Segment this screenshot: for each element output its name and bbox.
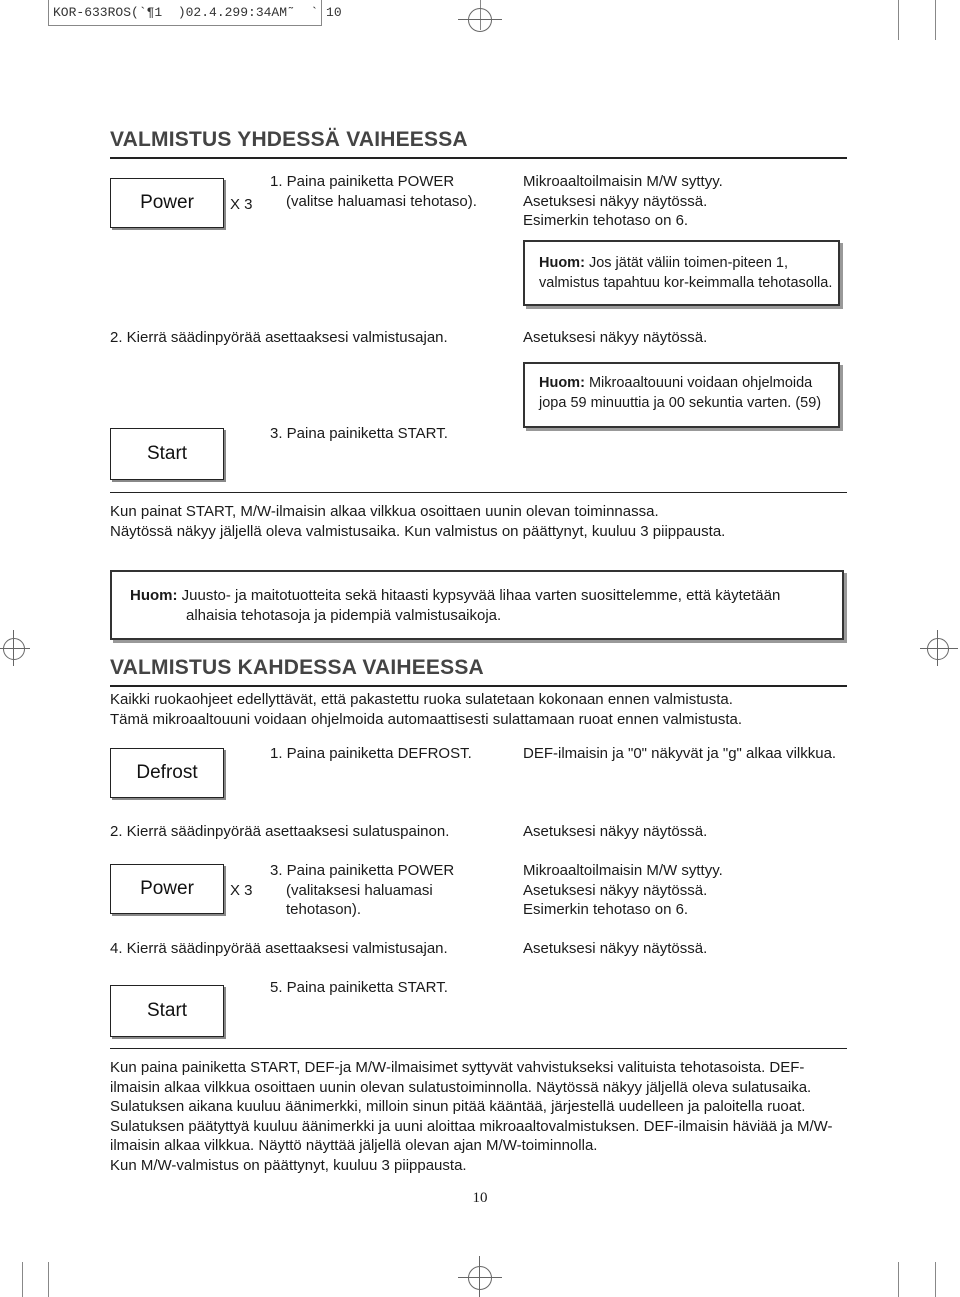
crop-mark-br-2 (935, 1262, 936, 1297)
section1-title: VALMISTUS YHDESSÄ VAIHEESSA (110, 128, 468, 151)
step1 (270, 172, 477, 211)
step1-result (523, 172, 723, 231)
s2-step3-result-2: Asetuksesi näkyy näytössä. (523, 881, 708, 899)
section1-rule (110, 157, 847, 159)
s2-step3-result-3: Esimerkin tehotaso on 6. (523, 901, 689, 918)
section1-heading (110, 128, 468, 152)
s2-step3-line3: tehotason). (286, 901, 362, 918)
note-box-2 (523, 362, 840, 428)
note2-line1: Mikroaaltouuni voidaan ohjelmoida (584, 375, 813, 391)
s2-step1-result: DEF-ilmaisin ja "0" näkyvät ja "g" alkaa vilkkua. (523, 745, 837, 762)
step1-result-1: Mikroaaltoilmaisin M/W syttyy. (523, 173, 723, 190)
defrost-button[interactable] (110, 748, 224, 798)
s2-step3-line1: 3. Paina painiketta POWER (270, 862, 455, 879)
start-button-2[interactable] (110, 985, 224, 1037)
defrost-button-label: Defrost (136, 762, 198, 783)
note-box-1 (523, 240, 840, 306)
section2-title: VALMISTUS KAHDESSA VAIHEESSA (110, 656, 484, 679)
s2-step4: 4. Kierrä säädinpyörää asettaaksesi valmistusajan. (110, 940, 448, 957)
s2-step2-result: Asetuksesi näkyy näytössä. (523, 823, 708, 840)
registration-mark (468, 8, 492, 32)
s2-step2: 2. Kierrä säädinpyörää asettaaksesi sulatuspainon. (110, 823, 450, 840)
crop-mark-bl-2 (22, 1262, 23, 1297)
page-number: 10 (472, 1190, 488, 1206)
section2-rule (110, 685, 847, 687)
note1-line1: Jos jätät väliin toimen-piteen 1, (584, 255, 789, 271)
section2-summary (110, 1058, 850, 1175)
start-button-2-label: Start (146, 1000, 188, 1021)
summary1-line1: Kun painat START, M/W-ilmaisin alkaa vilkkua osoittaen uunin olevan toiminnassa. (110, 503, 659, 520)
note1-label: Huom: (539, 255, 585, 271)
registration-mark-h (458, 19, 502, 20)
s2-summary-1: Kun paina painiketta START, DEF-ja M/W-ilmaisimet syttyvät vahvistukseksi valituista tehotasoista. DEF- (110, 1059, 805, 1076)
step1-result-3: Esimerkin tehotaso on 6. (523, 212, 689, 229)
s2-summary-3: Sulatuksen aikana kuuluu äänimerkki, milloin sinun pitää kääntää, järjestellä uudelleen ja paloitella ruoat. (110, 1098, 806, 1115)
note2-line2: jopa 59 minuuttia ja 00 sekuntia varten. (59) (539, 394, 822, 411)
print-header: KOR-633ROS(`¶1 )02.4.299:34AM˜ ` 10 (53, 5, 342, 20)
registration-mark-left-v (13, 630, 14, 666)
s2-step3 (270, 861, 454, 920)
power-button-2[interactable] (110, 864, 224, 914)
crop-mark-bl (48, 1262, 49, 1297)
step2: 2. Kierrä säädinpyörää asettaaksesi valmistusajan. (110, 329, 448, 346)
s2-summary-4: Sulatuksen päätyttyä kuuluu äänimerkki ja uuni aloittaa mikroaaltovalmistuksen. DEF-ilmaisin häviää ja M/W- (110, 1117, 833, 1135)
main-note-box (110, 570, 844, 640)
registration-mark-bottom (468, 1266, 492, 1290)
section2-heading (110, 656, 484, 680)
step2-result: Asetuksesi näkyy näytössä. (523, 329, 708, 346)
registration-mark-bottom-h (458, 1277, 502, 1278)
crop-mark-br (898, 1262, 899, 1297)
s2-step3-result (523, 861, 723, 920)
registration-mark-right-h (920, 648, 958, 649)
start-button-label: Start (146, 443, 188, 464)
section2-divider (110, 1048, 847, 1049)
power-button-label: Power (140, 192, 194, 213)
power-times-2: X 3 (230, 882, 253, 899)
main-note-line2: alhaisia tehotasoja ja pidempiä valmistusaikoja. (186, 606, 502, 624)
main-note-label: Huom: (130, 587, 178, 604)
s2-step3-result-1: Mikroaaltoilmaisin M/W syttyy. (523, 862, 723, 879)
main-note-line1: Juusto- ja maitotuotteita sekä hitaasti kypsyvää lihaa varten suosittelemme, että käytetään (181, 587, 781, 604)
step3: 3. Paina painiketta START. (270, 425, 448, 442)
note1-line2: valmistus tapahtuu kor-keimmalla tehotasolla. (539, 274, 833, 291)
crop-mark-right (898, 0, 899, 40)
intro-line2: Tämä mikroaaltouuni voidaan ohjelmoida automaattisesti sulattamaan ruoat ennen valmistusta. (110, 710, 743, 728)
s2-step1: 1. Paina painiketta DEFROST. (270, 745, 472, 762)
note2-label: Huom: (539, 375, 585, 391)
section1-divider (110, 492, 847, 493)
registration-mark-left (3, 638, 25, 660)
step1-line2: (valitse haluamasi tehotaso). (286, 192, 477, 210)
s2-step5: 5. Paina painiketta START. (270, 979, 448, 996)
section1-summary (110, 502, 725, 541)
registration-mark-left-h (0, 648, 30, 649)
power-button[interactable] (110, 178, 224, 228)
crop-mark-right-2 (935, 0, 936, 40)
registration-mark-right-v (937, 630, 938, 666)
step1-line1: 1. Paina painiketta POWER (270, 173, 455, 190)
start-button[interactable] (110, 428, 224, 480)
s2-summary-6: Kun M/W-valmistus on päättynyt, kuuluu 3 piippausta. (110, 1156, 467, 1174)
section2-intro (110, 690, 742, 729)
s2-summary-2: ilmaisin alkaa vilkkua osoittaen uunin olevan sulatustoiminnolla. Näytössä näkyy jäljellä oleva sulatusaika. (110, 1078, 812, 1096)
intro-line1: Kaikki ruokaohjeet edellyttävät, että pakastettu ruoka sulatetaan kokonaan ennen valmistusta. (110, 691, 733, 708)
s2-summary-5: ilmaisin alkaa vilkkua. Näyttö näyttää jäljellä olevan ajan M/W-toiminnolla. (110, 1137, 598, 1154)
s2-step3-line2: (valitaksesi haluamasi (286, 881, 433, 899)
summary1-line2: Näytössä näkyy jäljellä oleva valmistusaika. Kun valmistus on päättynyt, kuuluu 3 piippausta. (110, 522, 726, 540)
registration-mark-bottom-v (479, 1256, 480, 1297)
power-button-2-label: Power (140, 878, 194, 899)
power-times: X 3 (230, 196, 253, 213)
registration-mark-right (927, 638, 949, 660)
s2-step4-result: Asetuksesi näkyy näytössä. (523, 940, 708, 957)
step1-result-2: Asetuksesi näkyy näytössä. (523, 192, 708, 210)
